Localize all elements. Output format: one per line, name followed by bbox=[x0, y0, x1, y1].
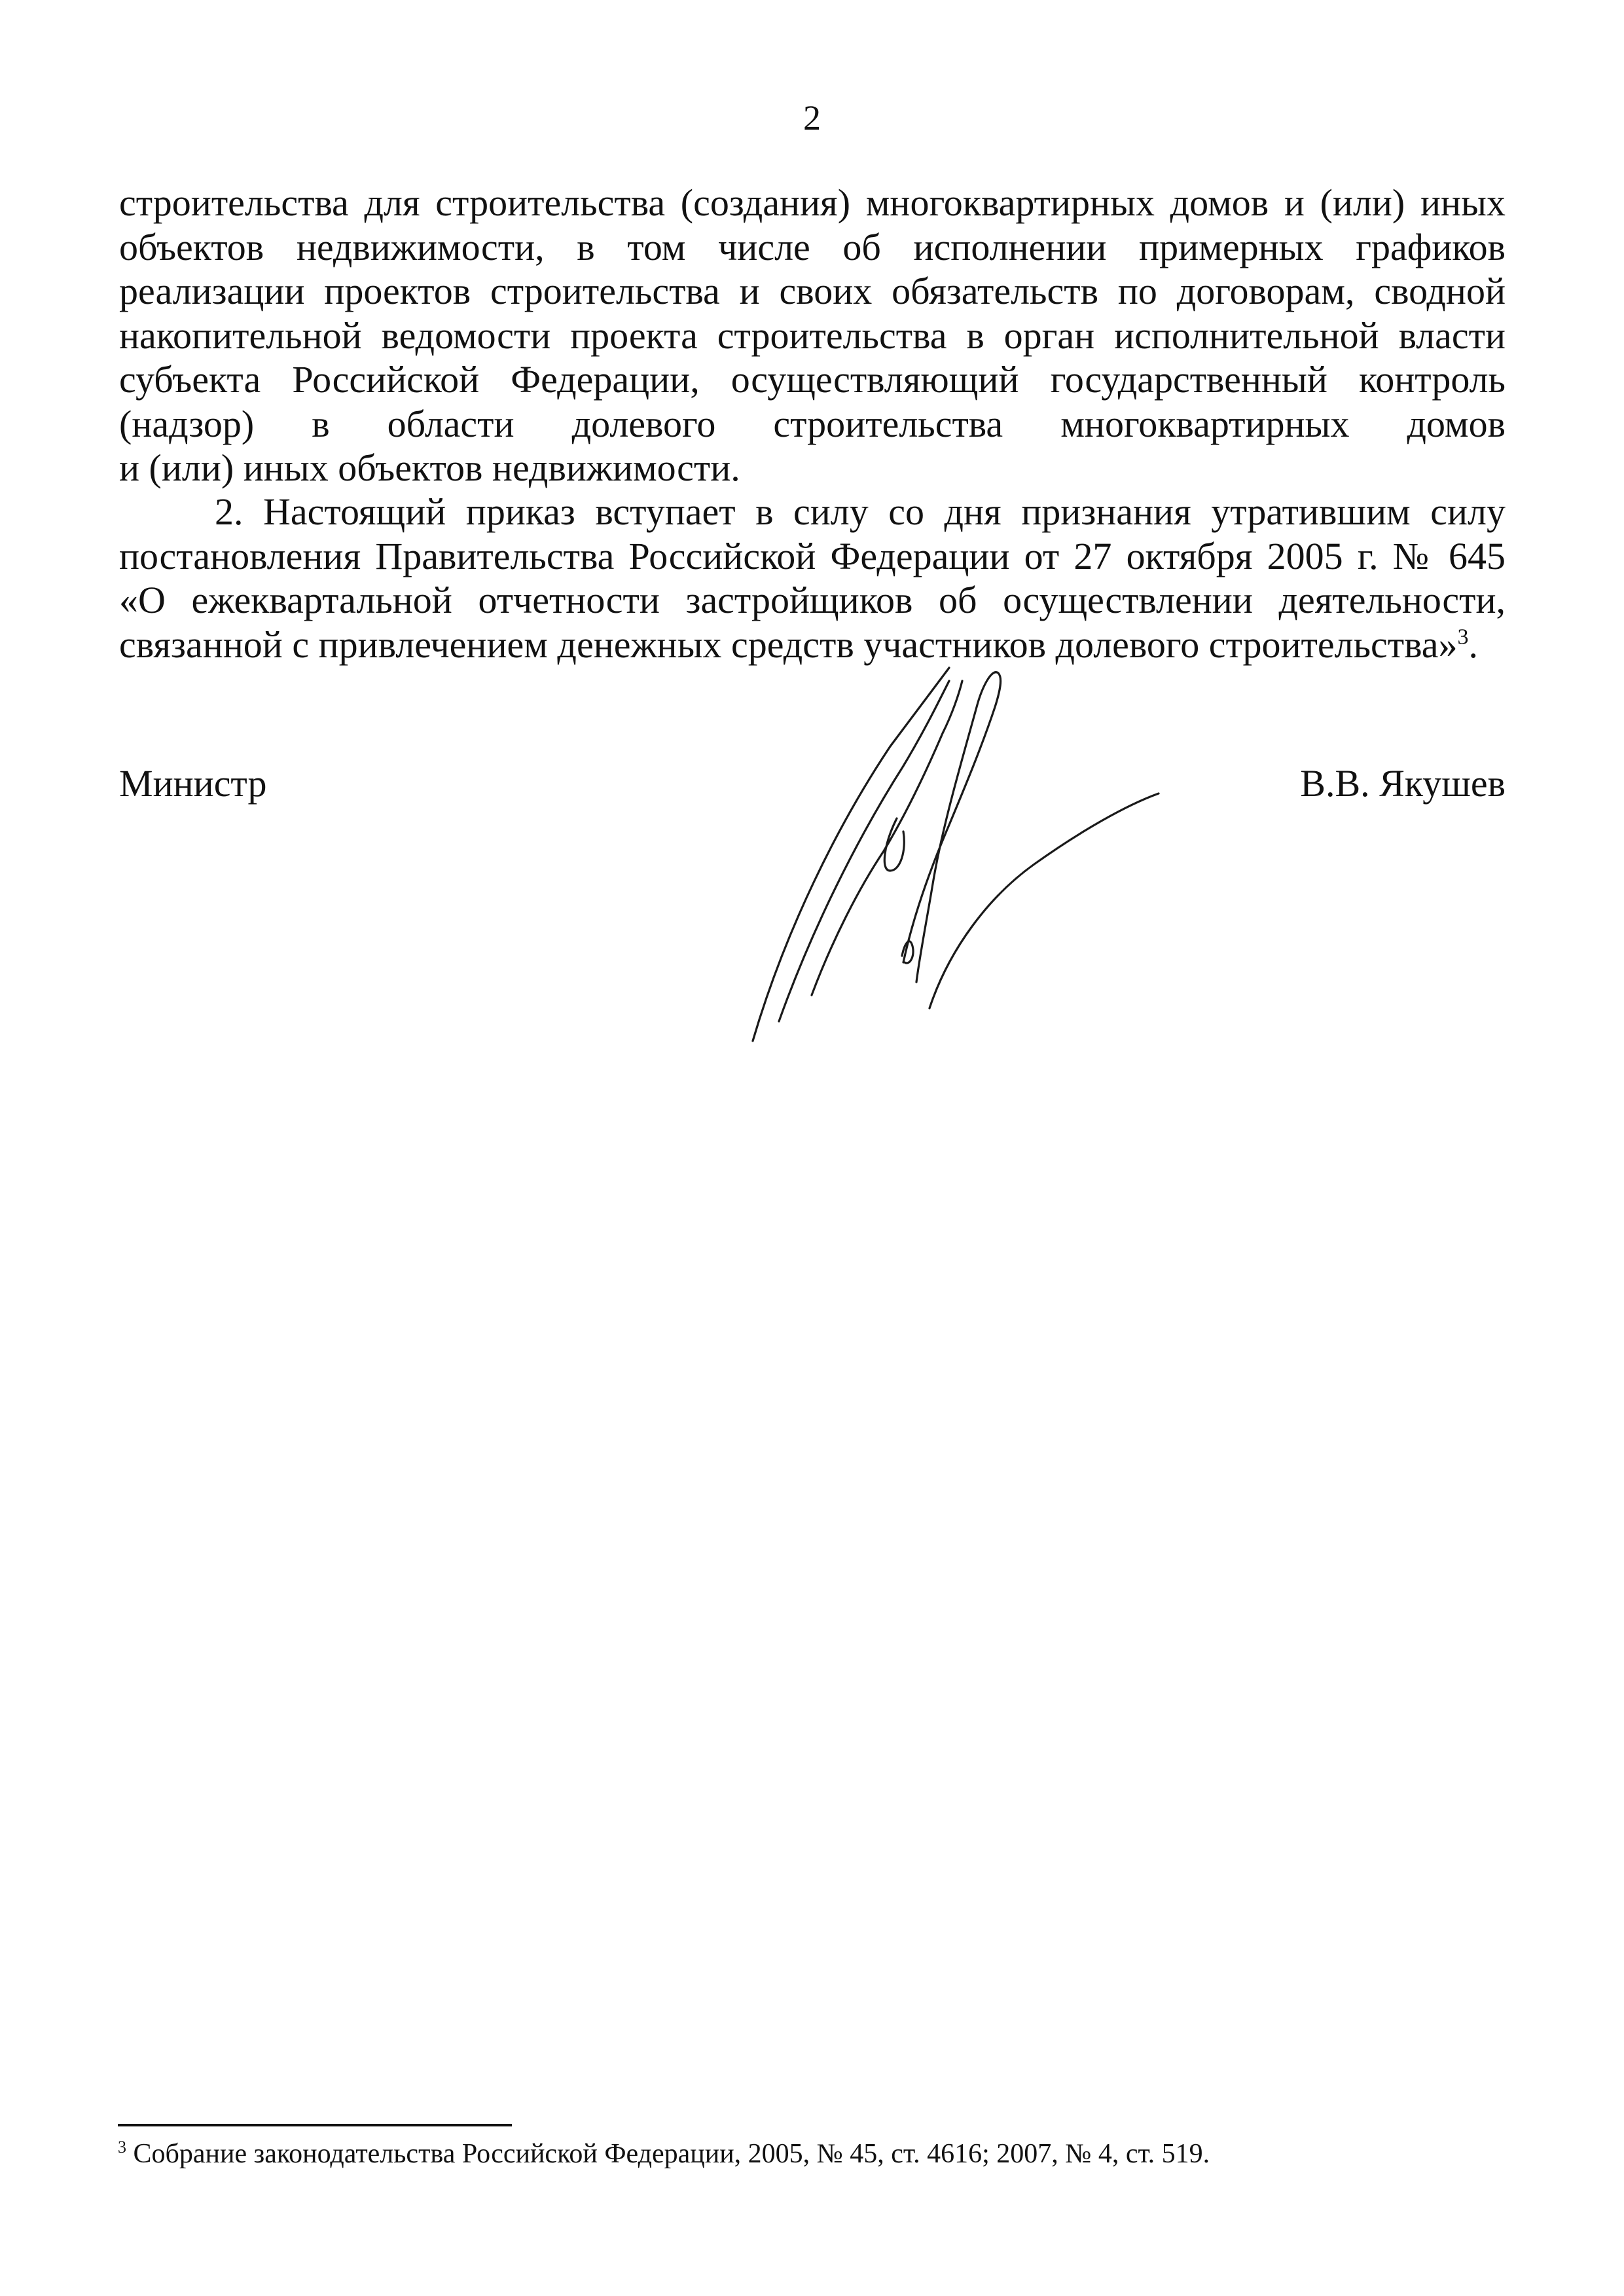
paragraph-2-line: «О ежеквартальной отчетности застройщиков об осуществлении деятельности, bbox=[119, 579, 1506, 621]
page-number: 2 bbox=[803, 98, 821, 137]
paragraph-1-line: накопительной ведомости проекта строительства в орган исполнительной власти bbox=[119, 314, 1506, 357]
paragraph-2-line: 2. Настоящий приказ вступает в силу со дня признания утратившим силу bbox=[215, 490, 1506, 533]
paragraph-1-line: строительства для строительства (создания) многоквартирных домов и (или) иных bbox=[119, 181, 1506, 224]
paragraph-2-line: связанной с привлечением денежных средств участников долевого строительства» bbox=[119, 623, 1458, 666]
footnote-marker: 3 bbox=[118, 2138, 126, 2157]
paragraph-2-end: . bbox=[1468, 623, 1478, 666]
paragraph-1-line: и (или) иных объектов недвижимости. bbox=[119, 446, 740, 489]
paragraph-1-line: объектов недвижимости, в том числе об исполнении примерных графиков bbox=[119, 225, 1506, 268]
paragraph-2-line: постановления Правительства Российской Федерации от 27 октября 2005 г. № 645 bbox=[119, 534, 1506, 577]
signatory-name: В.В. Якушев bbox=[1300, 762, 1506, 805]
paragraph-1-line: субъекта Российской Федерации, осуществляющий государственный контроль bbox=[119, 358, 1506, 401]
paragraph-1-line: (надзор) в области долевого строительства многоквартирных домов bbox=[119, 402, 1506, 445]
footnote-divider bbox=[118, 2124, 512, 2126]
paragraph-1-line: реализации проектов строительства и своих обязательств по договорам, сводной bbox=[119, 270, 1506, 312]
footnote-text: Собрание законодательства Российской Федерации, 2005, № 45, ст. 4616; 2007, № 4, ст. 519. bbox=[133, 2139, 1210, 2169]
footnote-reference: 3 bbox=[1457, 625, 1469, 649]
paragraph-2 bbox=[119, 490, 1506, 666]
signatory-title: Министр bbox=[119, 762, 267, 805]
footnote bbox=[118, 2136, 1504, 2172]
handwritten-signature bbox=[733, 655, 1191, 1061]
paragraph-1 bbox=[119, 181, 1506, 490]
